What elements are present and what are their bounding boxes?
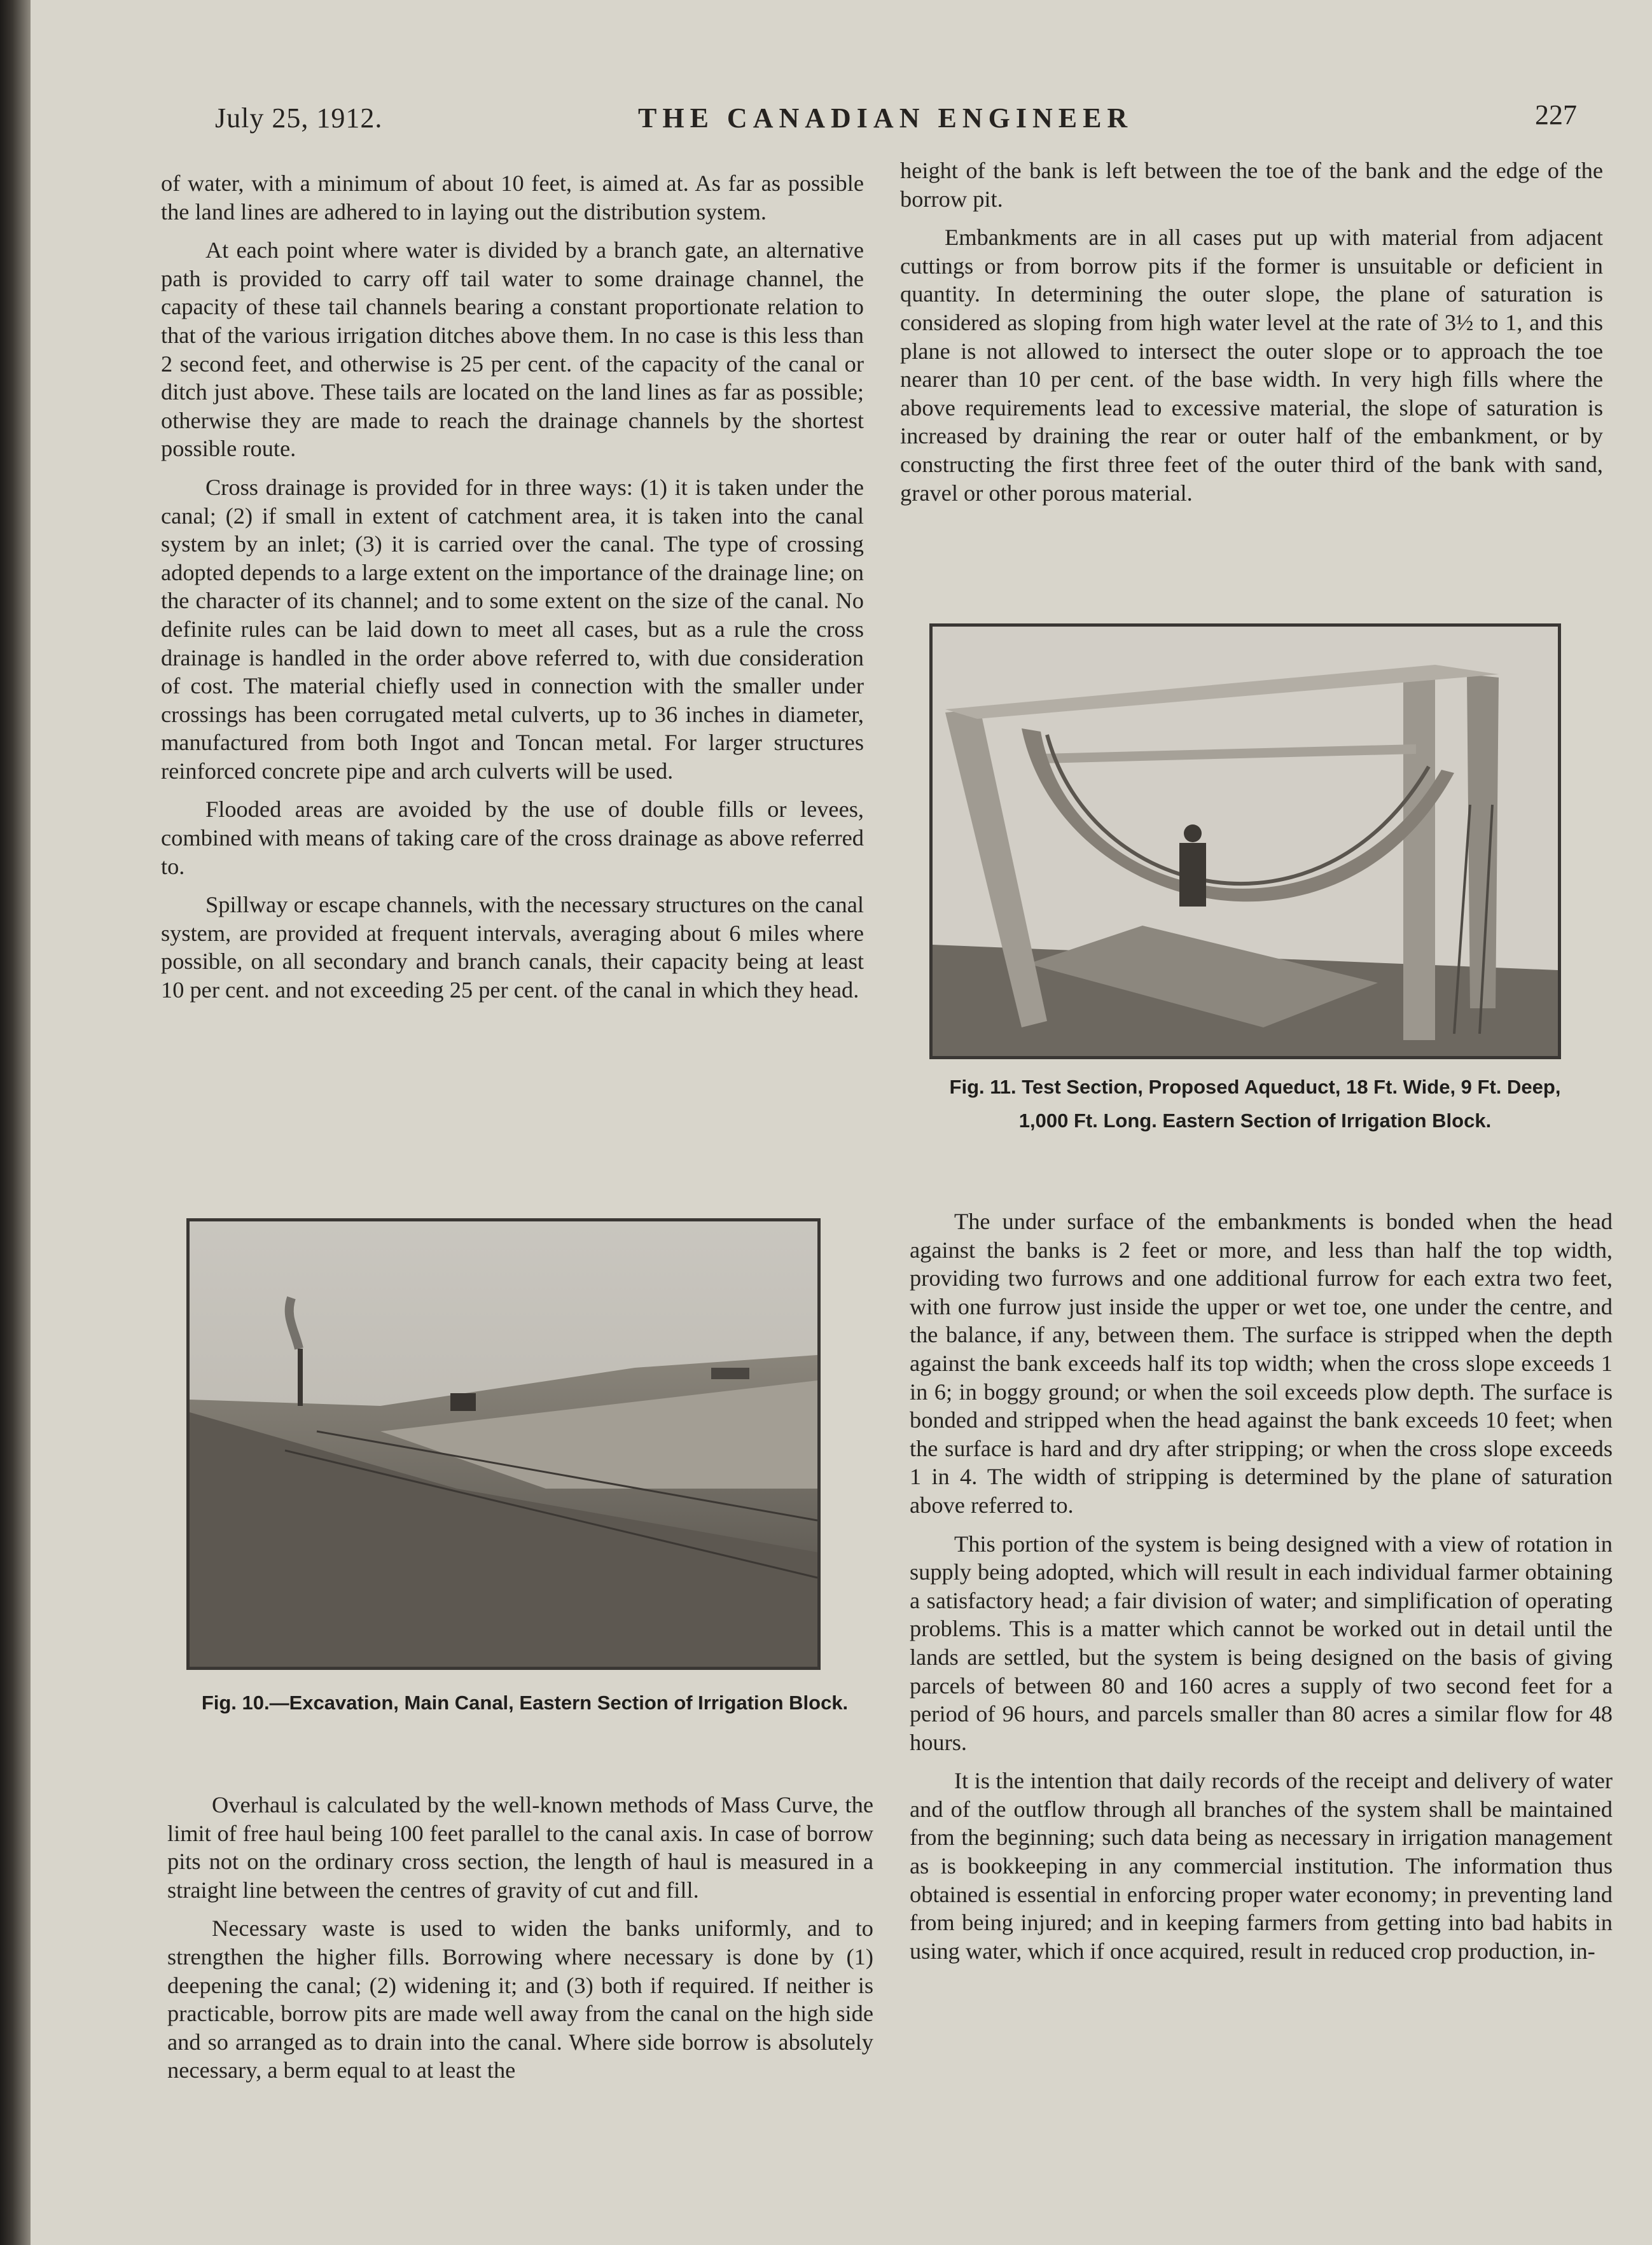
paragraph: of water, with a minimum of about 10 feet, is aimed at. As far as possible the land lines are adhered to in laying out the distribution system.: [161, 170, 864, 225]
paragraph: This portion of the system is being designed with a view of rotation in supply being adopted, which will result in each individual farmer obtaining a satisfactory head; a fair division of water; and simplification of operating problems. This is a matter which cannot be worked out in detail until the lands are settled, but the system is being designed on the basis of giving parcels of between 80 and 160 acres a supply of two second feet for a period of 96 hours, and parcels smaller than 80 acres a similar flow for 48 hours.: [910, 1531, 1613, 1755]
fig11-photo: [929, 623, 1561, 1059]
left-column-bottom-text: [167, 1791, 873, 2095]
aqueduct-photo-illustration: [933, 627, 1558, 1056]
book-binding-edge: [0, 0, 31, 2245]
page-number: 227: [1535, 99, 1577, 130]
paragraph: height of the bank is left between the toe of the bank and the edge of the borrow pit.: [900, 158, 1603, 212]
paragraph: Spillway or escape channels, with the necessary structures on the canal system, are provided at frequent intervals, averaging about 6 miles where possible, on all secondary and branch canals, their capacity being at least 10 per cent. and not exceeding 25 per cent. of the canal in which they head.: [161, 892, 864, 1003]
paragraph: At each point where water is divided by a branch gate, an alternative path is provided to carry off tail water to some drainage channel, the capacity of these tail channels bearing a constant proportionate relation to that of the various irrigation ditches above them. In no case is this less than 2 second feet, and otherwise is 25 per cent. of the capacity of the canal or ditch just above. These tails are located on the land lines as far as possible; otherwise they are made to reach the drainage channels by the shortest possible route.: [161, 237, 864, 462]
fig10-caption: Fig. 10.—Excavation, Main Canal, Eastern Section of Irrigation Block.: [201, 1692, 849, 1714]
paragraph: Cross drainage is provided for in three ways: (1) it is taken under the canal; (2) if small in extent of catchment area, it is taken into the canal system by an inlet; (3) it is carried over the canal. The type of crossing adopted depends to a large extent on the importance of the drainage line; on the character of its channel; and to some extent on the size of the canal. No definite rules can be laid down to meet all cases, but as a rule the cross drainage is handled in the order above referred to, with due consideration of cost. The material chiefly used in connection with the smaller under crossings has been corrugated metal culverts, up to 36 inches in diameter, manufactured from both Ingot and Toncan metal. For larger structures reinforced concrete pipe and arch culverts will be used.: [161, 474, 864, 784]
journal-title: THE CANADIAN ENGINEER: [638, 102, 1134, 134]
paragraph: Necessary waste is used to widen the banks uniformly, and to strengthen the higher fills. Borrowing where necessary is done by (1) deepening the canal; (2) widening it; and (3) both if required. If neither is practicable, borrow pits are made well away from the canal on the high side and so arranged as to drain into the canal. Where side borrow is absolutely necessary, a berm equal to at least the: [167, 1915, 873, 2083]
paragraph: It is the intention that daily records of the receipt and delivery of water and of the outflow through all branches of the system shall be maintained from the beginning; such data being as necessary in irrigation management as is bookkeeping in any commercial institution. The information thus obtained is essential in enforcing proper water economy; in preventing land from being injured; and in keeping farmers from getting into bad habits in using water, which if once acquired, result in reduced crop production, in-: [910, 1768, 1613, 1964]
paragraph: Overhaul is calculated by the well-known methods of Mass Curve, the limit of free haul being 100 feet parallel to the canal axis. In case of borrow pits not on the ordinary cross section, the length of haul is measured in a straight line between the centres of gravity of cut and fill.: [167, 1792, 873, 1903]
paragraph: The under surface of the embankments is bonded when the head against the banks is 2 feet or more, and less than half the top width, providing two furrows and one additional furrow for each extra two feet, with one furrow just inside the upper or wet toe, one under the centre, and the balance, if any, between them. The surface is stripped when the depth against the bank exceeds half its top width; when the cross slope exceeds 1 in 6; in boggy ground; or when the soil exceeds plow depth. The surface is bonded and stripped when the head against the bank exceeds 10 feet; when the surface is hard and dry after stripping; or when the cross slope exceeds 1 in 4. The width of stripping is determined by the plane of saturation above referred to.: [910, 1209, 1613, 1518]
right-column-top-text: [900, 156, 1603, 517]
excavation-photo-illustration: [190, 1221, 817, 1667]
fig11-caption: Fig. 11. Test Section, Proposed Aqueduct, 18 Ft. Wide, 9 Ft. Deep, 1,000 Ft. Long. Eastern Section of Irrigation Block.: [949, 1076, 1561, 1132]
fig10-photo: [186, 1218, 821, 1670]
paragraph: Flooded areas are avoided by the use of double fills or levees, combined with means of taking care of the cross drainage as above referred to.: [161, 796, 864, 879]
journal-page: [31, 0, 1652, 2245]
right-column-bottom-text: [910, 1207, 1613, 1975]
paragraph: Embankments are in all cases put up with material from adjacent cuttings or from borrow pits if the former is unsuitable or deficient in quantity. In determining the outer slope, the plane of saturation is considered as sloping from high water level at the rate of 3½ to 1, and this plane is not allowed to intersect the outer slope or to approach the toe nearer than 10 per cent. of the base width. In very high fills where the above requirements lead to excessive material, the slope of saturation is increased by draining the rear or outer half of the embankment, or by constructing the first three feet of the outer third of the bank with sand, gravel or other porous material.: [900, 225, 1603, 506]
left-column-top-text: [161, 169, 864, 1015]
issue-date: July 25, 1912.: [215, 102, 383, 134]
